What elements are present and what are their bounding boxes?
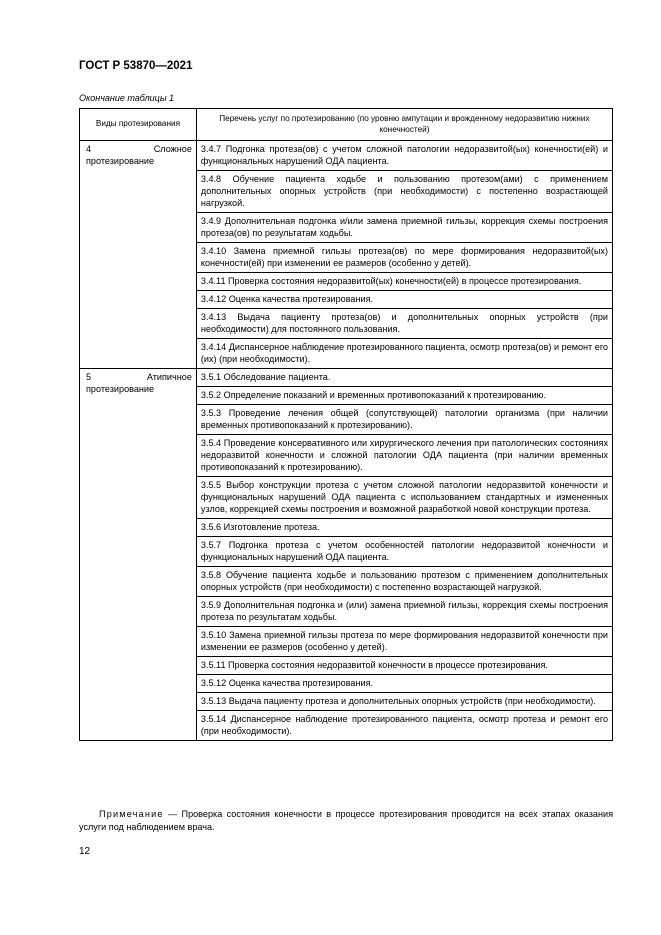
service-item: 3.5.13 Выдача пациенту протеза и дополнительных опорных устройств (при необходимости). [197,693,612,711]
service-item: 3.5.14 Диспансерное наблюдение протезированного пациента, осмотр протеза и ремонт его (при необходимости). [200,714,608,736]
service-item: 3.5.5 Выбор конструкции протеза с учетом сложной патологии недоразвитой конечности и функциональных нарушений ОДА пациента с использованием стандартных и измененных узлов, коррекцией схемы построения и возможной разработкой новой конструкции протеза. [197,477,612,519]
kind-cell [80,141,197,369]
service-item: 3.4.9 Дополнительная подгонка и/или замена приемной гильзы, коррекция схемы построения протеза(ов) по результатам ходьбы. [197,213,612,243]
note-text: — Проверка состояния конечности в процессе протезирования проводится на всех этапах оказания услуги под наблюдением врача. [79,809,613,832]
table-note [79,808,613,833]
kind-label: 5 Атипичное протезирование [86,372,192,394]
table-header-row [80,109,613,141]
service-item: 3.5.8 Обучение пациента ходьбе и пользованию протезом с применением дополнительных опорных устройств (при необходимости) с постепенно возрастающей нагрузкой. [197,567,612,597]
service-item: 3.5.10 Замена приемной гильзы протеза по мере формирования недоразвитой конечности при изменении ее размеров (особенно у детей). [197,627,612,657]
service-item: 3.4.12 Оценка качества протезирования. [197,291,612,309]
services-cell [196,141,612,369]
page-number: 12 [79,846,91,857]
note-label: Примечание [99,809,164,819]
table-row-atypical [80,369,613,741]
service-item: 3.5.11 Проверка состояния недоразвитой конечности в процессе протезирования. [197,657,612,675]
service-item: 3.5.9 Дополнительная подгонка и (или) замена приемной гильзы, коррекция схемы построения протеза по результатам ходьбы. [197,597,612,627]
service-item: 3.5.3 Проведение лечения общей (сопутствующей) патологии организма (при наличии временных противопоказаний к протезированию). [197,405,612,435]
table-row-complex [80,141,613,369]
header-services: Перечень услуг по протезированию (по уровню ампутации и врожденному недоразвитию нижних конечностей) [196,109,612,141]
service-item: 3.5.4 Проведение консервативного или хирургического лечения при патологических состояниях недоразвитой конечности и сложной патологии ОДА пациента (при наличии временных противопоказаний к протезированию). [197,435,612,477]
service-item: 3.4.11 Проверка состояния недоразвитой(ых) конечности(ей) в процессе протезирования. [197,273,612,291]
standard-title: ГОСТ Р 53870—2021 [79,60,193,72]
service-item: 3.5.2 Определение показаний и временных противопоказаний к протезированию. [197,387,612,405]
service-item: 3.5.6 Изготовление протеза. [197,519,612,537]
services-table [79,108,613,741]
header-kinds: Виды протезирования [80,109,197,141]
service-item: 3.5.7 Подгонка протеза с учетом особенностей патологии недоразвитой конечности и функциональных нарушений ОДА пациента. [197,537,612,567]
table-caption: Окончание таблицы 1 [79,93,174,103]
kind-cell [80,369,197,741]
service-item: 3.4.7 Подгонка протеза(ов) с учетом сложной патологии недоразвитой(ых) конечности(ей) и функциональных нарушений ОДА пациента. [197,141,612,171]
kind-label: 4 Сложное протезирование [86,144,192,166]
service-item: 3.4.14 Диспансерное наблюдение протезированного пациента, осмотр протеза(ов) и ремонт его (их) (при необходимости). [200,342,608,364]
service-item: 3.4.13 Выдача пациенту протеза(ов) и дополнительных опорных устройств (при необходимости) для постоянного пользования. [197,309,612,339]
service-item: 3.5.12 Оценка качества протезирования. [197,675,612,693]
service-item: 3.4.8 Обучение пациента ходьбе и пользованию протезом(ами) с применением дополнительных опорных устройств (при необходимости) с постепенно возрастающей нагрузкой. [197,171,612,213]
service-item: 3.4.10 Замена приемной гильзы протеза(ов) по мере формирования недоразвитой(ых) конечности(ей) при изменении ее размеров (особенно у детей). [197,243,612,273]
service-item: 3.5.1 Обследование пациента. [197,369,612,387]
services-cell [196,369,612,741]
